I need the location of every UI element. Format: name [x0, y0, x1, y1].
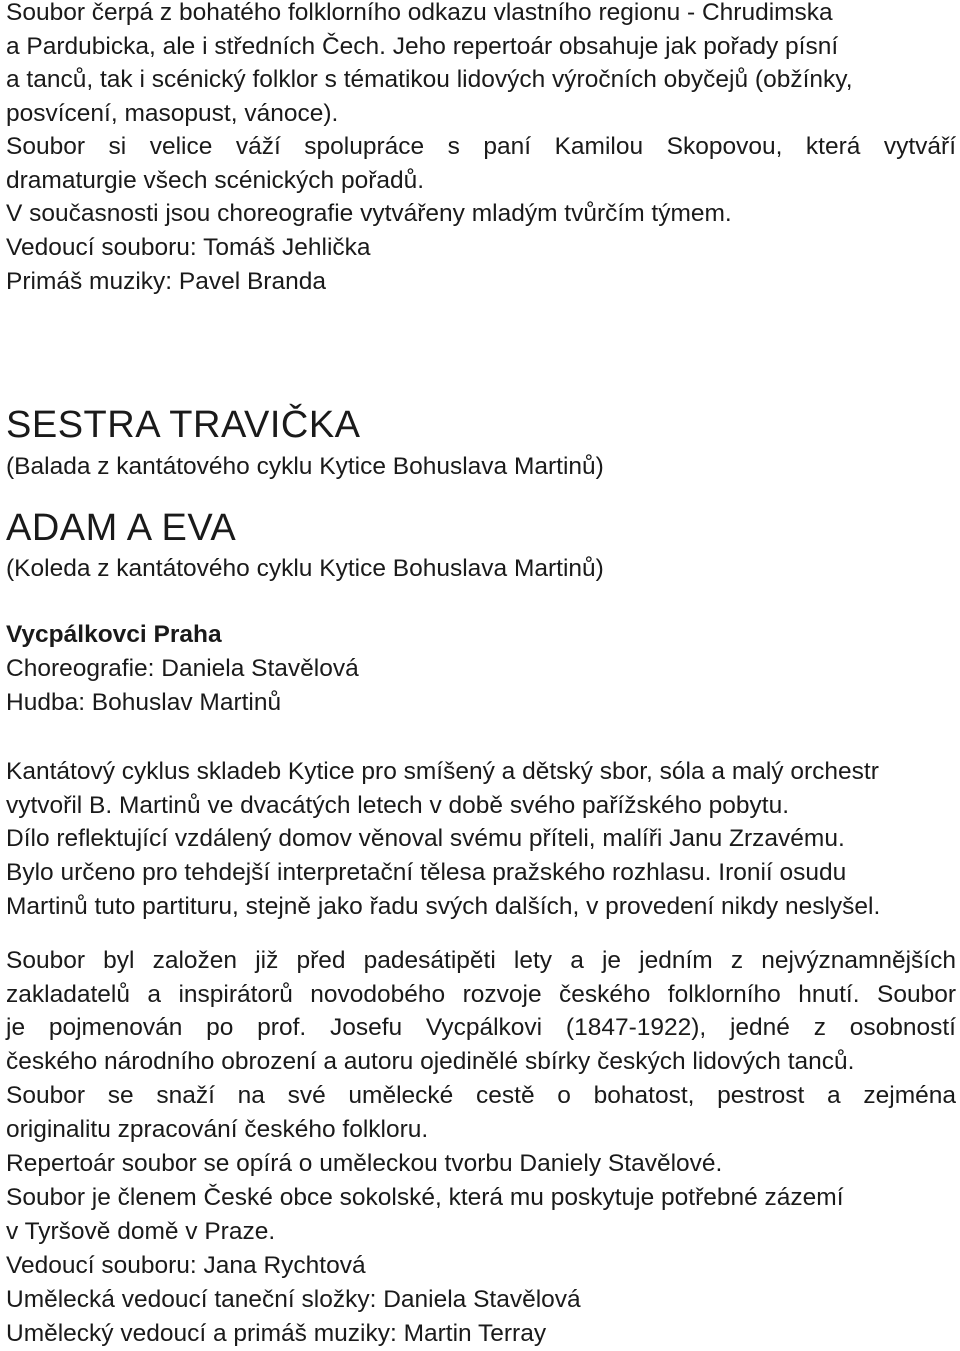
description-line: Martinů tuto partituru, stejně jako řadu svých dalších, v provedení nikdy neslyšel. — [6, 892, 881, 920]
repertoire-line: Repertoár soubor se opírá o uměleckou tvorbu Daniely Stavělové. — [6, 1150, 723, 1177]
history-line: zakladatelů a inspirátorů novodobého rozvoje českého folklorního hnutí. Soubor — [6, 980, 956, 1008]
history-line: českého národního obrození a autoru ojedinělé sbírky českých lidových tanců. — [6, 1048, 855, 1076]
description-line: vytvořil B. Martinů ve dvacátých letech v době svého pařížského pobytu. — [6, 791, 790, 819]
ensemble-leader-line: Vedoucí souboru: Jana Rychtová — [6, 1252, 366, 1279]
effort-line: originalitu zpracování českého folkloru. — [6, 1115, 429, 1143]
history-line: Soubor byl založen již před padesátipěti lety a je jedním z nejvýznamnějších — [6, 947, 956, 974]
collab-paragraph — [6, 130, 956, 197]
subtitle-koleda: (Koleda z kantátového cyklu Kytice Bohuslava Martinů) — [6, 555, 604, 582]
intro-line: a Pardubicka, ale i středních Čech. Jeho repertoár obsahuje jak pořady písní — [6, 32, 839, 60]
effort-line: Soubor se snaží na své umělecké cestě o bohatost, pestrost a zejména — [6, 1082, 956, 1109]
choreography-credit: Choreografie: Daniela Stavělová — [6, 655, 359, 682]
intro-line: Soubor čerpá z bohatého folklorního odkazu vlastního regionu - Chrudimska — [6, 0, 833, 26]
member-line: Soubor je členem České obce sokolské, která mu poskytuje potřebné zázemí — [6, 1184, 844, 1211]
subtitle-balada: (Balada z kantátového cyklu Kytice Bohuslava Martinů) — [6, 453, 604, 480]
description-paragraph — [6, 755, 956, 924]
intro-paragraph — [6, 0, 956, 131]
collab-line: dramaturgie všech scénických pořadů. — [6, 166, 425, 194]
ensemble-name: Vycpálkovci Praha — [6, 621, 222, 648]
intro-line: a tanců, tak i scénický folklor s tématikou lidových výročních obyčejů (obžínky, — [6, 66, 853, 94]
title-sestra-travicka: SESTRA TRAVIČKA — [6, 404, 361, 446]
primas-line: Primáš muziky: Pavel Branda — [6, 268, 326, 295]
intro-line: posvícení, masopust, vánoce). — [6, 100, 339, 128]
effort-paragraph — [6, 1079, 956, 1146]
collab-line: Soubor si velice váží spolupráce s paní Kamilou Skopovou, která vytváří — [6, 133, 956, 160]
history-line: je pojmenován po prof. Josefu Vycpálkovi (1847-1922), jedné z osobností — [6, 1014, 956, 1042]
description-line: Dílo reflektující vzdálený domov věnoval svému příteli, malíři Janu Zrzavému. — [6, 825, 845, 853]
dance-leader-line: Umělecká vedoucí taneční složky: Daniela Stavělová — [6, 1286, 581, 1313]
member-line: v Tyršově domě v Praze. — [6, 1217, 276, 1245]
leader-line: Vedoucí souboru: Tomáš Jehlička — [6, 234, 371, 261]
description-line: Bylo určeno pro tehdejší interpretační tělesa pražského rozhlasu. Ironií osudu — [6, 859, 847, 887]
description-line: Kantátový cyklus skladeb Kytice pro smíšený a dětský sbor, sóla a malý orchestr — [6, 758, 879, 785]
member-paragraph — [6, 1181, 956, 1248]
title-adam-a-eva: ADAM A EVA — [6, 507, 237, 549]
music-credit: Hudba: Bohuslav Martinů — [6, 689, 282, 716]
history-paragraph — [6, 944, 956, 1079]
music-leader-line: Umělecký vedoucí a primáš muziky: Martin Terray — [6, 1320, 547, 1347]
choreo-line: V současnosti jsou choreografie vytvářeny mladým tvůrčím týmem. — [6, 200, 732, 227]
